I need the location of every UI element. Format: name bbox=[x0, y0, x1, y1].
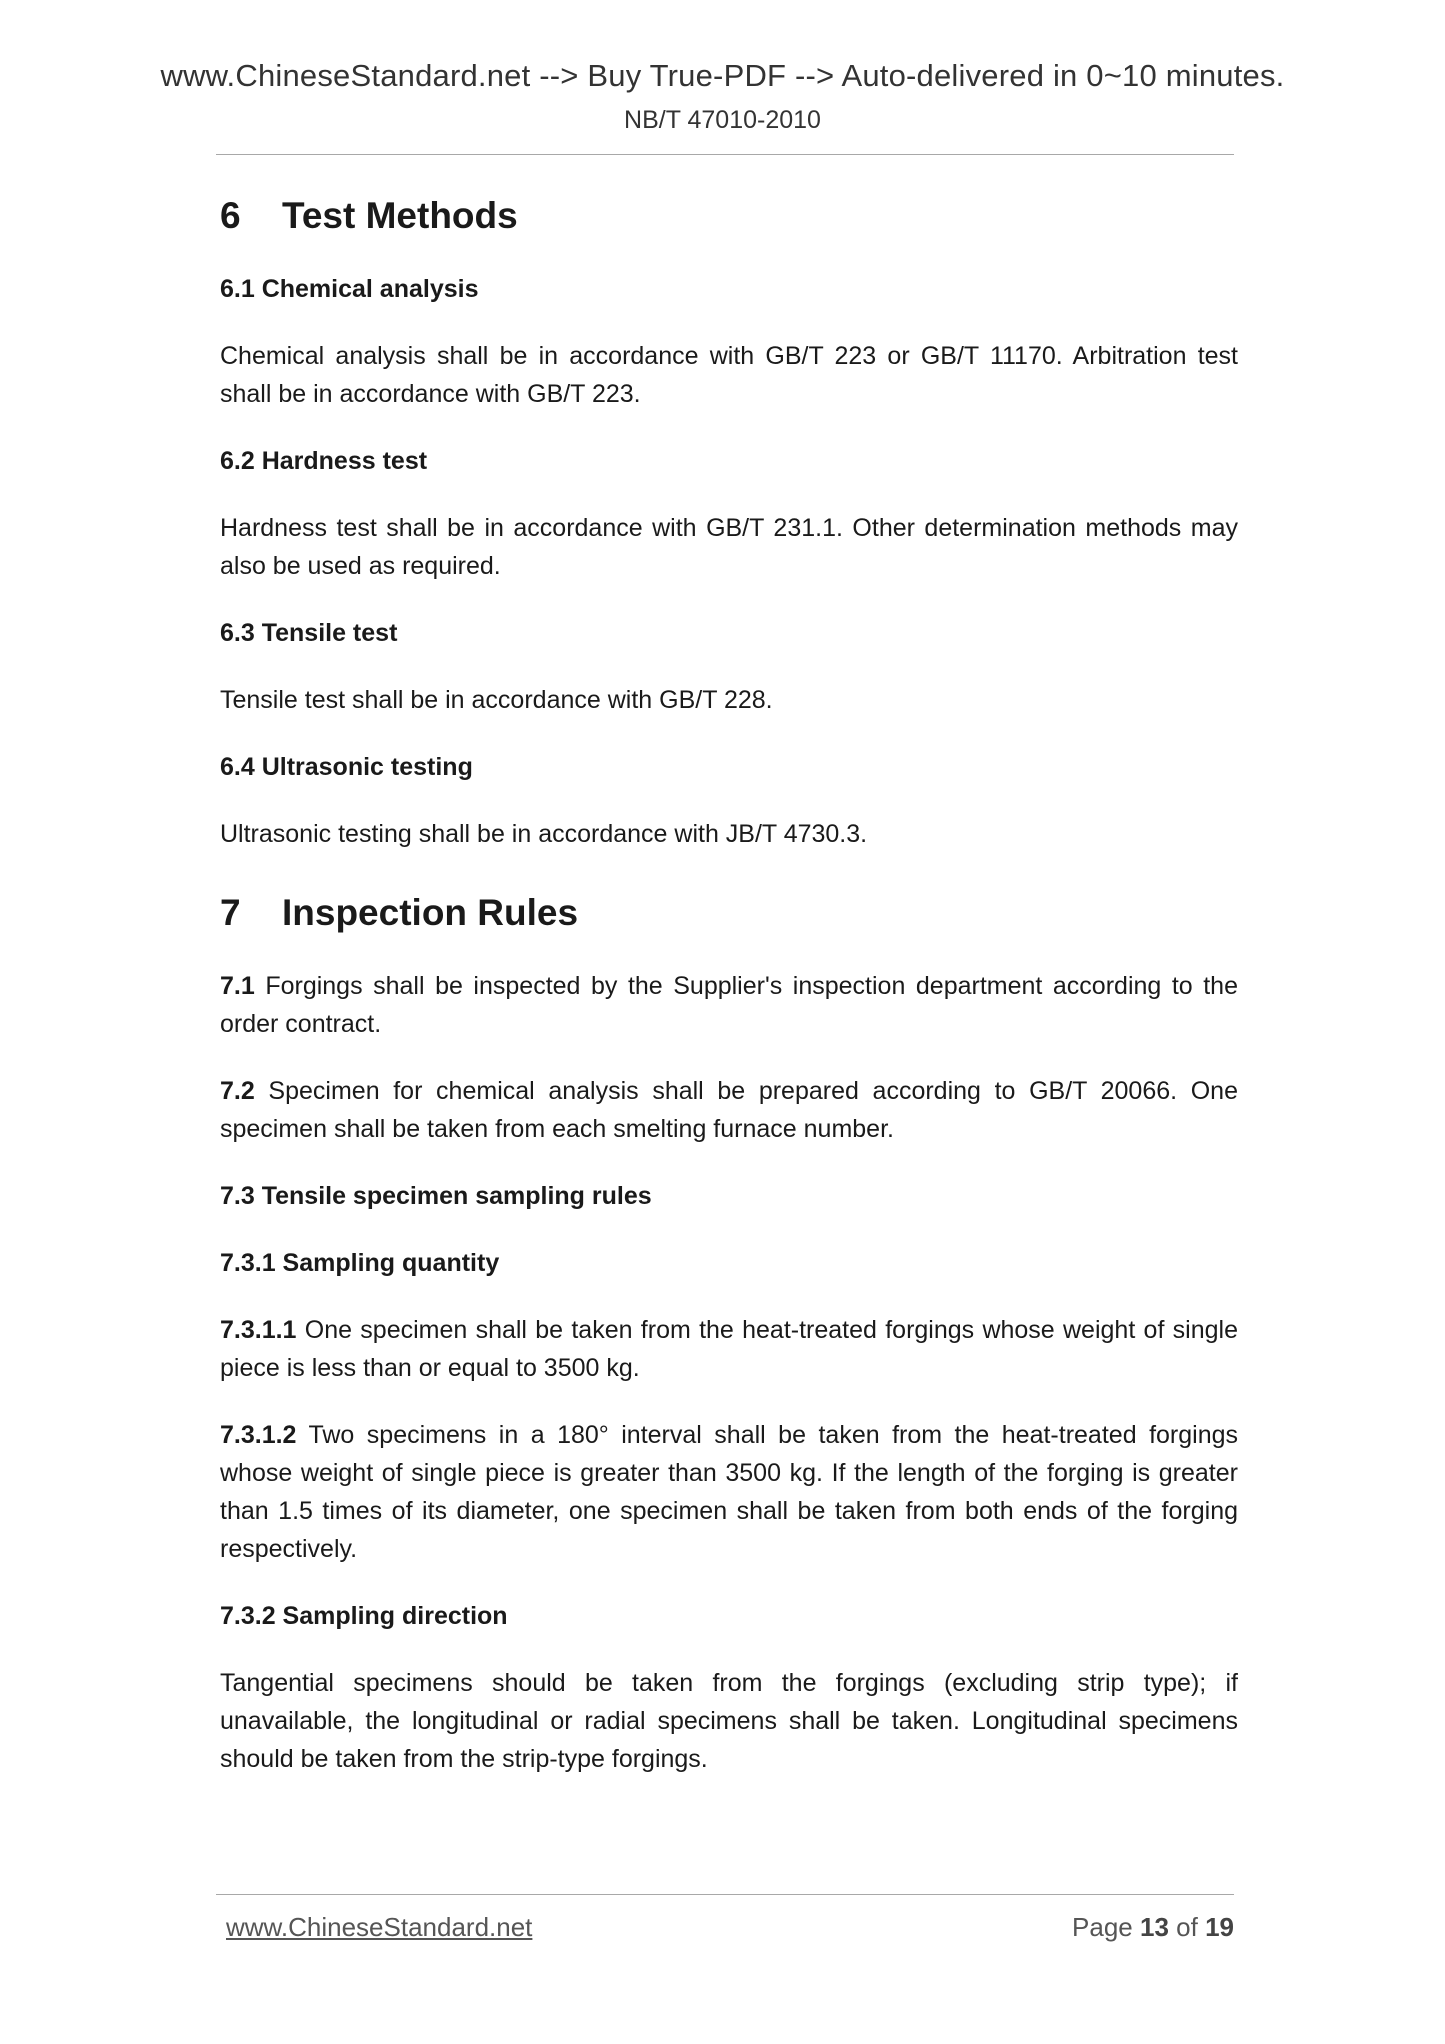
standard-number: NB/T 47010-2010 bbox=[624, 106, 821, 134]
section-6-2-text: Hardness test shall be in accordance with GB/T 231.1. Other determination methods may also be used as required. bbox=[220, 514, 1238, 580]
section-7-3-2-title: 7.3.2 Sampling direction bbox=[220, 1602, 508, 1630]
document-body bbox=[220, 188, 1238, 1778]
section-6-1-title: 6.1 Chemical analysis bbox=[220, 275, 479, 303]
header-divider bbox=[216, 154, 1234, 155]
section-6-1-text: Chemical analysis shall be in accordance with GB/T 223 or GB/T 11170. Arbitration test shall be in accordance with GB/T 223. bbox=[220, 342, 1238, 408]
section-7-2-text: 7.2 Specimen for chemical analysis shall be prepared according to GB/T 20066. One specimen shall be taken from each smelting furnace number. bbox=[220, 1077, 1238, 1143]
section-7-3-1-title: 7.3.1 Sampling quantity bbox=[220, 1249, 500, 1277]
page-number: Page 13 of 19 bbox=[1072, 1912, 1234, 1942]
section-7-3-1-1-text: 7.3.1.1 One specimen shall be taken from the heat-treated forgings whose weight of single piece is less than or equal to 3500 kg. bbox=[220, 1316, 1239, 1382]
footer-divider bbox=[216, 1894, 1234, 1895]
section-6-4-title: 6.4 Ultrasonic testing bbox=[220, 753, 473, 781]
section-6-title: 6 Test Methods bbox=[220, 195, 518, 236]
section-6-3-title: 6.3 Tensile test bbox=[220, 619, 398, 647]
header-banner[interactable]: www.ChineseStandard.net --> Buy True-PDF --> Auto-delivered in 0~10 minutes. bbox=[160, 58, 1285, 93]
section-7-1-text: 7.1 Forgings shall be inspected by the Supplier's inspection department according to the order contract. bbox=[220, 972, 1238, 1038]
section-7-title: 7 Inspection Rules bbox=[220, 892, 579, 933]
section-6-4-text: Ultrasonic testing shall be in accordance with JB/T 4730.3. bbox=[220, 820, 868, 848]
section-7-3-2-text: Tangential specimens should be taken from the forgings (excluding strip type); if unavailable, the longitudinal or radial specimens shall be taken. Longitudinal specimens should be taken from the strip-type forgings. bbox=[220, 1669, 1238, 1773]
section-6-2-title: 6.2 Hardness test bbox=[220, 447, 428, 475]
footer-link[interactable]: www.ChineseStandard.net bbox=[226, 1912, 533, 1942]
section-6-3-text: Tensile test shall be in accordance with GB/T 228. bbox=[220, 686, 773, 714]
section-7-3-title: 7.3 Tensile specimen sampling rules bbox=[220, 1182, 652, 1210]
section-7-3-1-2-text: 7.3.1.2 Two specimens in a 180° interval shall be taken from the heat-treated forgings whose weight of single piece is greater than 3500 kg. If the length of the forging is greater than 1.5 times of its diameter, one specimen shall be taken from both ends of the forging respectively. bbox=[220, 1421, 1239, 1563]
